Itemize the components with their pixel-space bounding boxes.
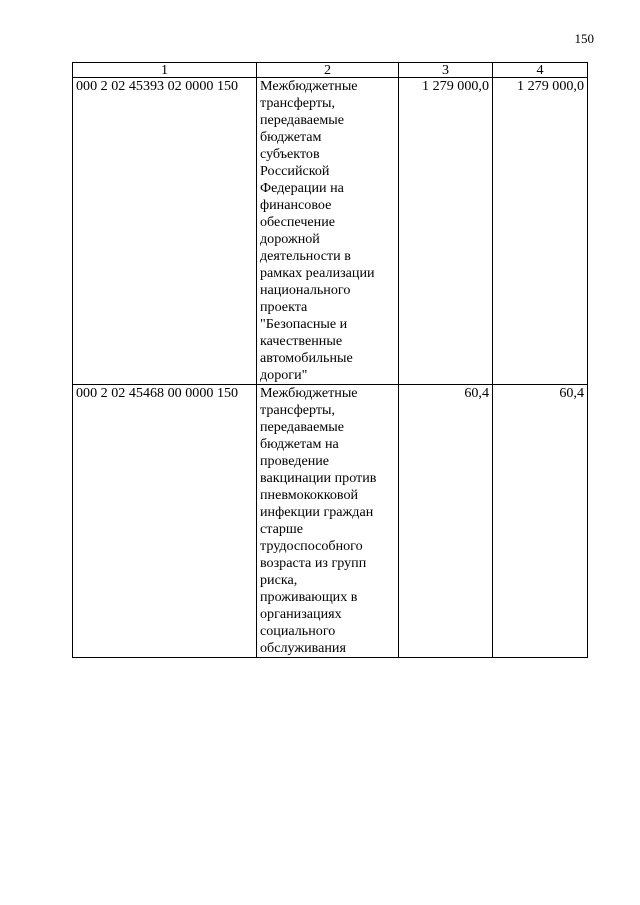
description-line: организациях <box>260 606 342 622</box>
description-line: инфекции граждан <box>260 504 374 520</box>
column-header-4: 4 <box>493 63 588 78</box>
description-line: трансферты, <box>260 402 336 418</box>
description-line: обслуживания <box>260 640 346 656</box>
budget-table <box>72 62 588 658</box>
description-line: рамках реализации <box>260 265 375 281</box>
description-line: социального <box>260 623 336 639</box>
description-line: дорожной <box>260 231 320 247</box>
amount-cell-col4: 1 279 000,0 <box>493 78 588 385</box>
description-line: качественные <box>260 333 343 349</box>
table-row <box>73 78 588 385</box>
description-line: проведение <box>260 453 330 469</box>
table-row <box>73 385 588 658</box>
description-line: деятельности в <box>260 248 351 264</box>
column-header-2: 2 <box>257 63 399 78</box>
description-line: трансферты, <box>260 95 336 111</box>
description-line: передаваемые <box>260 419 344 435</box>
table-header-row <box>73 63 588 78</box>
description-line: Межбюджетные <box>260 78 358 94</box>
description-line: бюджетам <box>260 129 322 145</box>
description-cell <box>257 78 399 385</box>
amount-cell-col4: 60,4 <box>493 385 588 658</box>
description-line: проживающих в <box>260 589 358 605</box>
description-line: риска, <box>260 572 298 588</box>
amount-cell-col3: 60,4 <box>399 385 493 658</box>
description-line: национального <box>260 282 351 298</box>
amount-cell-col3: 1 279 000,0 <box>399 78 493 385</box>
description-line: старше <box>260 521 303 537</box>
description-line: "Безопасные и <box>260 316 348 332</box>
description-line: Федерации на <box>260 180 344 196</box>
description-line: дороги" <box>260 367 308 383</box>
description-line: бюджетам на <box>260 436 339 452</box>
description-line: возраста из групп <box>260 555 367 571</box>
column-header-3: 3 <box>399 63 493 78</box>
page-number: 150 <box>574 31 594 46</box>
description-line: обеспечение <box>260 214 336 230</box>
description-line: трудоспособного <box>260 538 363 554</box>
budget-code-cell: 000 2 02 45393 02 0000 150 <box>73 78 257 385</box>
description-line: автомобильные <box>260 350 353 366</box>
description-line: проекта <box>260 299 308 315</box>
description-line: субъектов <box>260 146 320 162</box>
description-line: Российской <box>260 163 330 179</box>
column-header-1: 1 <box>73 63 257 78</box>
description-line: вакцинации против <box>260 470 377 486</box>
description-line: финансовое <box>260 197 332 213</box>
budget-code-cell: 000 2 02 45468 00 0000 150 <box>73 385 257 658</box>
description-line: пневмококковой <box>260 487 359 503</box>
description-line: передаваемые <box>260 112 344 128</box>
description-line: Межбюджетные <box>260 385 358 401</box>
description-cell <box>257 385 399 658</box>
